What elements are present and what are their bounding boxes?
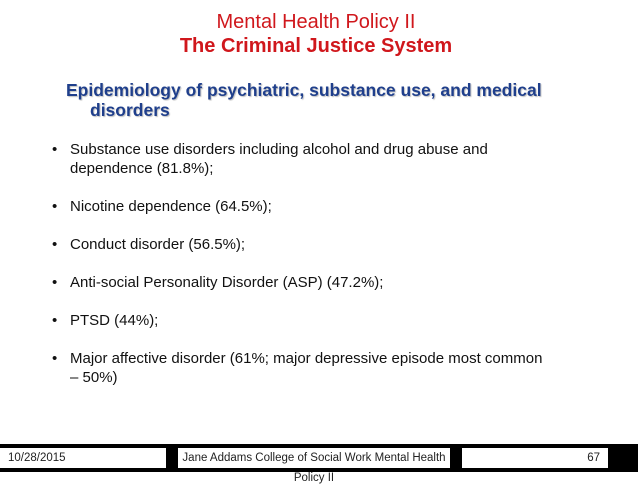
- bullet-text-line1: Substance use disorders including alcohol and drug abuse and: [70, 141, 488, 158]
- slide-subtitle: [66, 80, 566, 120]
- bullet-item: [52, 349, 612, 387]
- bullet-item: [52, 273, 612, 292]
- slide-title-line2: The Criminal Justice System: [179, 35, 453, 57]
- bullet-list: [52, 140, 612, 406]
- bullet-text-line2: – 50%): [70, 369, 118, 386]
- footer-page-number: 67: [462, 448, 608, 468]
- bullet-item: [52, 235, 612, 254]
- bullet-item: [52, 311, 612, 330]
- footer-course-title: Jane Addams College of Social Work Mental Health Policy II: [178, 448, 450, 468]
- bullet-icon: •: [52, 312, 58, 329]
- slide-subtitle-line1: Epidemiology of psychiatric, substance use, and medical: [66, 80, 542, 100]
- bullet-item: [52, 140, 612, 178]
- bullet-text-line1: Conduct disorder (56.5%);: [70, 236, 246, 253]
- bullet-icon: •: [52, 350, 58, 367]
- footer-date: 10/28/2015: [0, 448, 166, 468]
- slide-title: [0, 10, 638, 58]
- bullet-text-line1: Major affective disorder (61%; major depressive episode most common: [70, 350, 543, 367]
- slide-title-line1: Mental Health Policy II: [216, 11, 416, 33]
- bullet-icon: •: [52, 236, 58, 253]
- bullet-icon: •: [52, 141, 58, 158]
- bullet-text-line1: Nicotine dependence (64.5%);: [70, 198, 272, 215]
- bullet-icon: •: [52, 274, 58, 291]
- bullet-text-line1: PTSD (44%);: [70, 312, 159, 329]
- bullet-text-line2: dependence (81.8%);: [70, 160, 214, 177]
- bullet-icon: •: [52, 198, 58, 215]
- slide-subtitle-line2: disorders: [90, 100, 170, 120]
- slide-footer: [0, 444, 638, 484]
- bullet-text-line1: Anti-social Personality Disorder (ASP) (47.2%);: [70, 274, 384, 291]
- bullet-item: [52, 197, 612, 216]
